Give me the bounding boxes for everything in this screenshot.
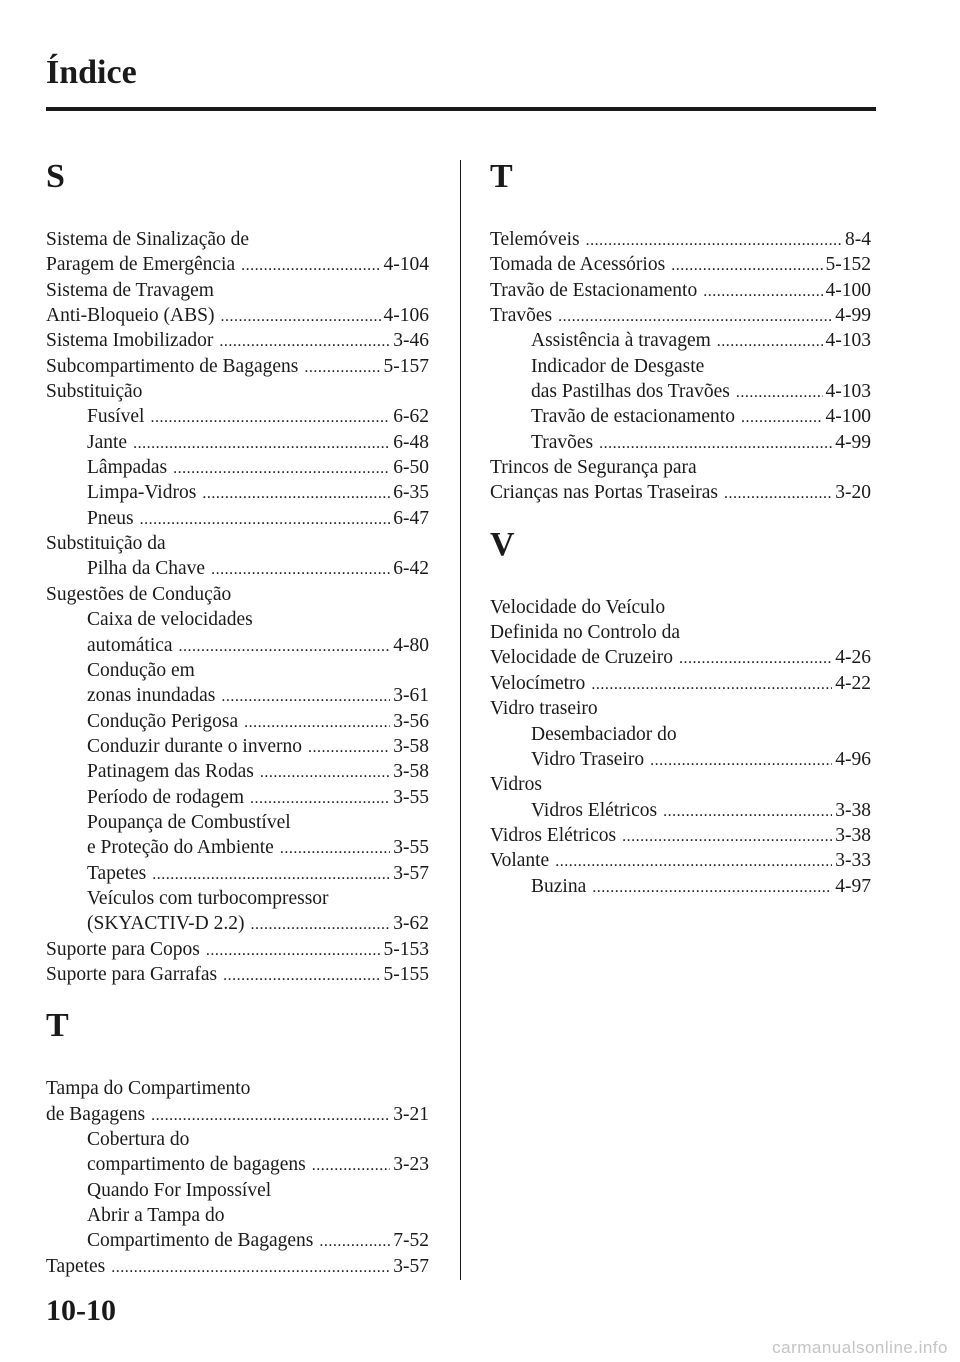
index-subentry [46,1152,429,1177]
entry-label: Conduzir durante o inverno [87,735,302,757]
entry-label: (SKYACTIV-D 2.2) [87,913,245,935]
dot-leader [250,786,390,811]
dot-leader [663,799,832,824]
entry-page-ref: 6-50 [393,457,429,479]
entry-label: Travões [490,305,553,327]
dot-leader [650,748,832,773]
entry-page-ref: 3-55 [393,837,429,859]
entry-page-ref: 4-22 [835,672,871,694]
index-entry [46,1076,429,1101]
index-entry [490,772,871,797]
entry-label: Assistência à travagem [531,330,711,352]
entry-label: Jante [87,431,128,453]
dot-leader [319,1229,390,1254]
entry-page-ref: 3-33 [835,850,871,872]
dot-leader [717,329,823,354]
index-subentry [46,1228,429,1253]
index-subentry [490,798,871,823]
entry-label: Velocímetro [490,672,586,694]
entry-page-ref: 4-106 [383,305,429,327]
index-subentry [46,1178,429,1203]
entry-label: Pneus [87,507,134,529]
index-subentry [490,354,871,379]
entry-page-ref: 4-99 [835,305,871,327]
entry-page-ref: 3-38 [835,824,871,846]
entry-label: Tapetes [46,1255,106,1277]
entry-label: Substituição [46,381,143,403]
index-entry [46,252,429,277]
entry-page-ref: 5-155 [383,963,429,985]
entry-label: Indicador de Desgaste [531,355,705,377]
dot-leader [206,938,381,963]
entry-label: Fusível [87,406,145,428]
dot-leader [599,431,832,456]
entry-page-ref: 4-103 [825,330,871,352]
page-number: 10-10 [46,1294,116,1327]
section-letter: S [46,158,65,195]
entry-label: Período de rodagem [87,786,245,808]
entry-label: Limpa-Vidros [87,482,197,504]
entry-page-ref: 6-47 [393,507,429,529]
dot-leader [592,875,832,900]
index-subentry [46,734,429,759]
dot-leader [202,481,390,506]
entry-page-ref: 3-58 [393,735,429,757]
entry-label: Tapetes [87,862,147,884]
index-subentry [46,607,429,632]
entry-label: Vidros Elétricos [490,824,617,846]
dot-leader [151,1103,390,1128]
index-subentry [46,506,429,531]
index-entry [46,1254,429,1279]
entry-label: Compartimento de Bagagens [87,1230,314,1252]
entry-page-ref: 6-62 [393,406,429,428]
entry-page-ref: 4-100 [825,406,871,428]
entry-label: Buzina [531,875,587,897]
index-entry [490,671,871,696]
dot-leader [741,405,823,430]
entry-label: compartimento de bagagens [87,1154,306,1176]
entry-label: Condução em [87,659,195,681]
entry-label: Veículos com turbocompressor [87,887,329,909]
entry-page-ref: 6-35 [393,482,429,504]
index-subentry [46,1203,429,1228]
entry-label: Suporte para Copos [46,938,200,960]
entry-label: Suporte para Garrafas [46,963,218,985]
entry-label: zonas inundadas [87,685,216,707]
dot-leader [724,481,832,506]
entry-page-ref: 4-103 [825,381,871,403]
dot-leader [223,963,380,988]
entry-page-ref: 5-152 [825,254,871,276]
index-entry [490,645,871,670]
dot-leader [736,380,823,405]
entry-page-ref: 4-80 [393,634,429,656]
entry-label: Subcompartimento de Bagagens [46,355,299,377]
entry-page-ref: 4-104 [383,254,429,276]
index-entry [490,252,871,277]
entry-page-ref: 3-61 [393,685,429,707]
watermark: carmanualsonline.info [772,1338,948,1357]
index-entry [46,354,429,379]
entry-page-ref: 3-20 [835,482,871,504]
entry-label: Sistema de Sinalização de [46,229,250,250]
entry-label: Poupança de Combustível [87,811,291,833]
entry-page-ref: 3-21 [393,1103,429,1125]
entry-page-ref: 4-97 [835,875,871,897]
dot-leader [241,253,380,278]
entry-page-ref: 6-42 [393,558,429,580]
index-entry [46,531,429,556]
entry-label: Crianças nas Portas Traseiras [490,482,719,504]
index-entry [490,696,871,721]
index-column-left [46,157,429,1279]
index-subentry [46,886,429,911]
entry-page-ref: 4-26 [835,647,871,669]
entry-page-ref: 4-96 [835,748,871,770]
entry-page-ref: 3-56 [393,710,429,732]
dot-leader [152,862,390,887]
index-entry [490,595,871,620]
entry-page-ref: 5-157 [383,355,429,377]
dot-leader [219,329,390,354]
index-section [490,157,871,506]
index-subentry [46,683,429,708]
entry-label: Anti-Bloqueio (ABS) [46,305,215,327]
entry-label: Definida no Controlo da [490,622,681,644]
entry-label: Travões [531,431,594,453]
entry-label: Desembaciador do [531,723,677,745]
section-letter: V [490,525,515,563]
index-subentry [46,633,429,658]
index-subentry [46,835,429,860]
index-subentry [46,810,429,835]
index-subentry [490,404,871,429]
entry-label: Trincos de Segurança para [490,457,697,479]
entry-label: Sistema de Travagem [46,279,214,301]
entry-label: Quando For Impossível [87,1179,272,1201]
column-divider [460,160,461,1280]
header-rule [46,107,876,111]
dot-leader [250,912,390,937]
index-subentry [46,1127,429,1152]
dot-leader [622,824,832,849]
entry-label: Tampa do Compartimento [46,1078,251,1100]
dot-leader [304,355,380,380]
entry-label: Telemóveis [490,229,580,250]
entry-page-ref: 4-100 [825,279,871,301]
entry-label: Patinagem das Rodas [87,761,254,783]
entry-page-ref: 3-57 [393,1255,429,1277]
dot-leader [671,253,822,278]
dot-leader [211,557,390,582]
entry-label: Vidro Traseiro [531,748,645,770]
entry-page-ref: 3-23 [393,1154,429,1176]
dot-leader [140,507,391,532]
index-subentry [490,874,871,899]
section-letter: T [46,1007,69,1045]
entry-page-ref: 3-62 [393,913,429,935]
index-subentry [490,379,871,404]
entry-label: Vidro traseiro [490,698,598,720]
index-subentry [46,861,429,886]
entry-page-ref: 3-57 [393,862,429,884]
dot-leader [150,405,390,430]
entry-label: Sugestões de Condução [46,583,232,605]
index-subentry [46,455,429,480]
index-entry [490,620,871,645]
dot-leader [260,760,390,785]
page-title: Índice [46,54,137,91]
entry-label: Abrir a Tampa do [87,1205,225,1227]
index-entry [46,962,429,987]
entry-label: Velocidade de Cruzeiro [490,647,674,669]
entry-label: Travão de estacionamento [531,406,735,428]
index-entry [490,227,871,252]
dot-leader [591,672,832,697]
entry-page-ref: 3-55 [393,786,429,808]
dot-leader [703,279,822,304]
dot-leader [244,710,390,735]
index-subentry [46,709,429,734]
entry-label: Sistema Imobilizador [46,330,214,352]
entry-label: Velocidade do Veículo [490,596,666,618]
dot-leader [221,684,390,709]
index-subentry [46,430,429,455]
index-entry [46,937,429,962]
entry-page-ref: 5-153 [383,938,429,960]
entry-page-ref: 3-38 [835,799,871,821]
index-subentry [46,404,429,429]
index-entry [46,1102,429,1127]
entry-label: de Bagagens [46,1103,146,1125]
index-section [46,1006,429,1279]
dot-leader [308,735,390,760]
entry-label: Tomada de Acessórios [490,254,666,276]
dot-leader [220,304,380,329]
dot-leader [133,431,390,456]
entry-label: Lâmpadas [87,457,168,479]
dot-leader [111,1255,390,1280]
index-entry [490,303,871,328]
entry-label: Pilha da Chave [87,558,206,580]
index-subentry [46,556,429,581]
entry-label: Substituição da [46,533,166,555]
index-entry [490,848,871,873]
entry-label: Cobertura do [87,1129,190,1150]
section-letter: T [490,158,513,195]
entry-label: e Proteção do Ambiente [87,837,274,859]
index-section [490,525,871,899]
index-subentry [46,658,429,683]
entry-page-ref: 7-52 [393,1230,429,1252]
index-entry [490,823,871,848]
index-entry [46,582,429,607]
index-subentry [46,759,429,784]
index-entry [46,328,429,353]
index-entry [46,379,429,404]
dot-leader [280,836,390,861]
entry-label: das Pastilhas dos Travões [531,381,730,403]
index-subentry [46,480,429,505]
index-subentry [490,328,871,353]
dot-leader [312,1153,390,1178]
entry-label: Vidros Elétricos [531,799,658,821]
index-entry [46,227,429,252]
index-subentry [490,747,871,772]
dot-leader [558,304,832,329]
index-subentry [46,785,429,810]
index-subentry [490,722,871,747]
dot-leader [179,634,391,659]
entry-page-ref: 6-48 [393,431,429,453]
entry-label: Volante [490,850,550,872]
entry-label: Vidros [490,774,542,796]
entry-page-ref: 8-4 [845,229,871,250]
dot-leader [173,456,390,481]
entry-label: Paragem de Emergência [46,254,236,276]
index-entry [490,480,871,505]
index-entry [490,455,871,480]
dot-leader [586,228,842,253]
dot-leader [679,646,832,671]
entry-label: Travão de Estacionamento [490,279,698,301]
index-subentry [46,911,429,936]
index-entry [490,278,871,303]
entry-page-ref: 4-99 [835,431,871,453]
entry-label: Condução Perigosa [87,710,239,732]
dot-leader [555,849,832,874]
entry-label: Caixa de velocidades [87,609,253,631]
index-entry [46,278,429,303]
index-subentry [490,430,871,455]
index-entry [46,303,429,328]
index-column-right [490,157,871,899]
entry-label: automática [87,634,173,656]
entry-page-ref: 3-58 [393,761,429,783]
entry-page-ref: 3-46 [393,330,429,352]
index-section [46,157,429,987]
